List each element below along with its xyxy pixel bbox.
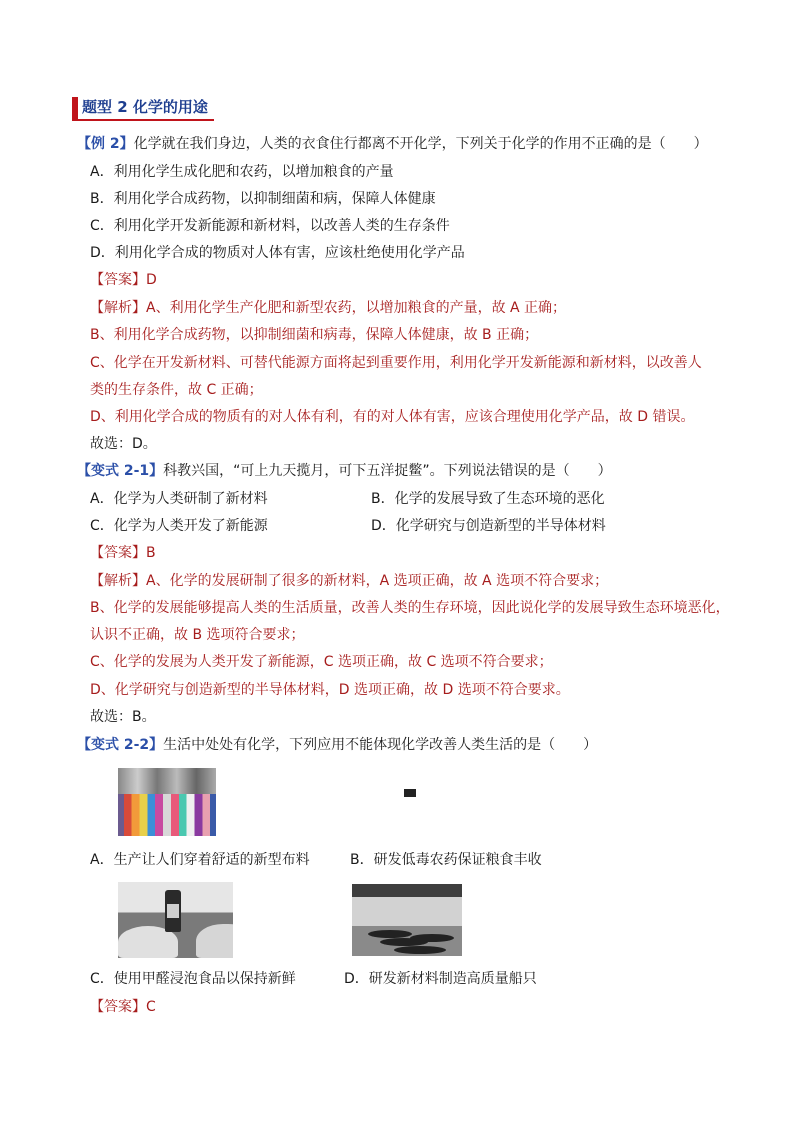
variant-2-2-stem	[77, 735, 597, 755]
variant-2-1-option-b: B．化学的发展导致了生态环境的恶化	[371, 491, 605, 507]
variant-2-2-answer	[90, 997, 156, 1017]
analysis-text: A、利用化学生产化肥和新型农药，以增加粮食的产量，故 A 正确；	[146, 300, 567, 316]
variant-2-1-conclusion: 故选：B。	[90, 709, 156, 725]
heading-underline	[72, 119, 214, 121]
section-heading	[72, 95, 214, 121]
example-2-option-b: B．利用化学合成药物，以抑制细菌和病，保障人体健康	[90, 191, 436, 207]
variant-2-1-analysis-line: 认识不正确，故 B 选项符合要求；	[90, 627, 305, 643]
analysis-tag: 【解析】	[90, 300, 146, 316]
analysis-tag: 【解析】	[90, 573, 146, 589]
boat-shape	[368, 930, 412, 938]
example-2-option-a: A．利用化学生成化肥和农药，以增加粮食的产量	[90, 164, 394, 180]
variant-2-1-question: 科教兴国，“可上九天揽月，可下五洋捉鳖”。下列说法错误的是（ ）	[163, 463, 612, 479]
variant-2-1-analysis-line: B、化学的发展能够提高人类的生活质量，改善人类的生存环境，因此说化学的发展导致生态环境恶化，	[90, 600, 730, 616]
example-2-analysis-line	[90, 298, 566, 318]
variant-2-2-option-d: D．研发新材料制造高质量船只	[344, 971, 537, 987]
answer-value: D	[146, 272, 157, 288]
formaldehyde-bottle-photo	[118, 882, 233, 958]
analysis-text: A、化学的发展研制了很多的新材料，A 选项正确，故 A 选项不符合要求；	[146, 573, 609, 589]
answer-tag: 【答案】	[90, 545, 146, 561]
boats-photo	[352, 884, 462, 956]
variant-2-1-answer	[90, 543, 156, 563]
variant-2-2-tag: 【变式 2-2】	[77, 737, 164, 753]
example-2-question: 化学就在我们身边，人类的衣食住行都离不开化学，下列关于化学的作用不正确的是（ ）	[133, 136, 708, 152]
example-2-answer	[90, 270, 157, 290]
section-title: 题型 2 化学的用途	[82, 98, 208, 116]
heading-marker	[72, 97, 78, 119]
example-2-conclusion: 故选：D。	[90, 436, 157, 452]
variant-2-1-option-c: C．化学为人类开发了新能源	[90, 518, 268, 534]
variant-2-1-analysis-line: C、化学的发展为人类开发了新能源，C 选项正确，故 C 选项不符合要求；	[90, 654, 553, 670]
variant-2-1-tag: 【变式 2-1】	[77, 463, 164, 479]
variant-2-1-stem	[77, 461, 612, 481]
example-2-analysis-line: C、化学在开发新材料、可替代能源方面将起到重要作用，利用化学开发新能源和新材料，以改善人	[90, 355, 702, 371]
fabric-photo-top	[118, 768, 216, 794]
answer-value: B	[146, 545, 156, 561]
example-2-analysis-line: 类的生存条件，故 C 正确；	[90, 382, 263, 398]
variant-2-1-option-a: A．化学为人类研制了新材料	[90, 491, 268, 507]
example-2-option-c: C．利用化学开发新能源和新材料，以改善人类的生存条件	[90, 218, 450, 234]
example-2-option-d: D．利用化学合成的物质对人体有害，应该杜绝使用化学产品	[90, 245, 465, 261]
variant-2-1-option-d: D．化学研究与创造新型的半导体材料	[371, 518, 606, 534]
answer-tag: 【答案】	[90, 272, 146, 288]
boat-shape	[394, 946, 446, 954]
variant-2-2-option-c: C．使用甲醛浸泡食品以保持新鲜	[90, 971, 296, 987]
answer-value: C	[146, 999, 156, 1015]
variant-2-1-analysis-line	[90, 571, 608, 591]
variant-2-1-analysis-line: D、化学研究与创造新型的半导体材料，D 选项正确，故 D 选项不符合要求。	[90, 682, 570, 698]
food-shape	[196, 924, 233, 958]
example-2-analysis-line: D、利用化学合成的物质有的对人体有利，有的对人体有害，应该合理使用化学产品，故 D 错误。	[90, 409, 695, 425]
example-2-stem	[77, 134, 708, 154]
example-2-analysis-line: B、利用化学合成药物，以抑制细菌和病毒，保障人体健康，故 B 正确；	[90, 327, 539, 343]
tractor-shape	[404, 789, 416, 797]
variant-2-2-option-b: B．研发低毒农药保证粮食丰收	[350, 852, 542, 868]
variant-2-2-option-a: A．生产让人们穿着舒适的新型布料	[90, 852, 310, 868]
bottle-label-shape	[167, 904, 179, 918]
example-2-tag: 【例 2】	[77, 136, 134, 152]
answer-tag: 【答案】	[90, 999, 146, 1015]
variant-2-2-question: 生活中处处有化学，下列应用不能体现化学改善人类生活的是（ ）	[163, 737, 598, 753]
fabric-photo	[118, 768, 216, 836]
boat-shape	[410, 934, 454, 942]
farm-field-photo	[358, 765, 465, 837]
